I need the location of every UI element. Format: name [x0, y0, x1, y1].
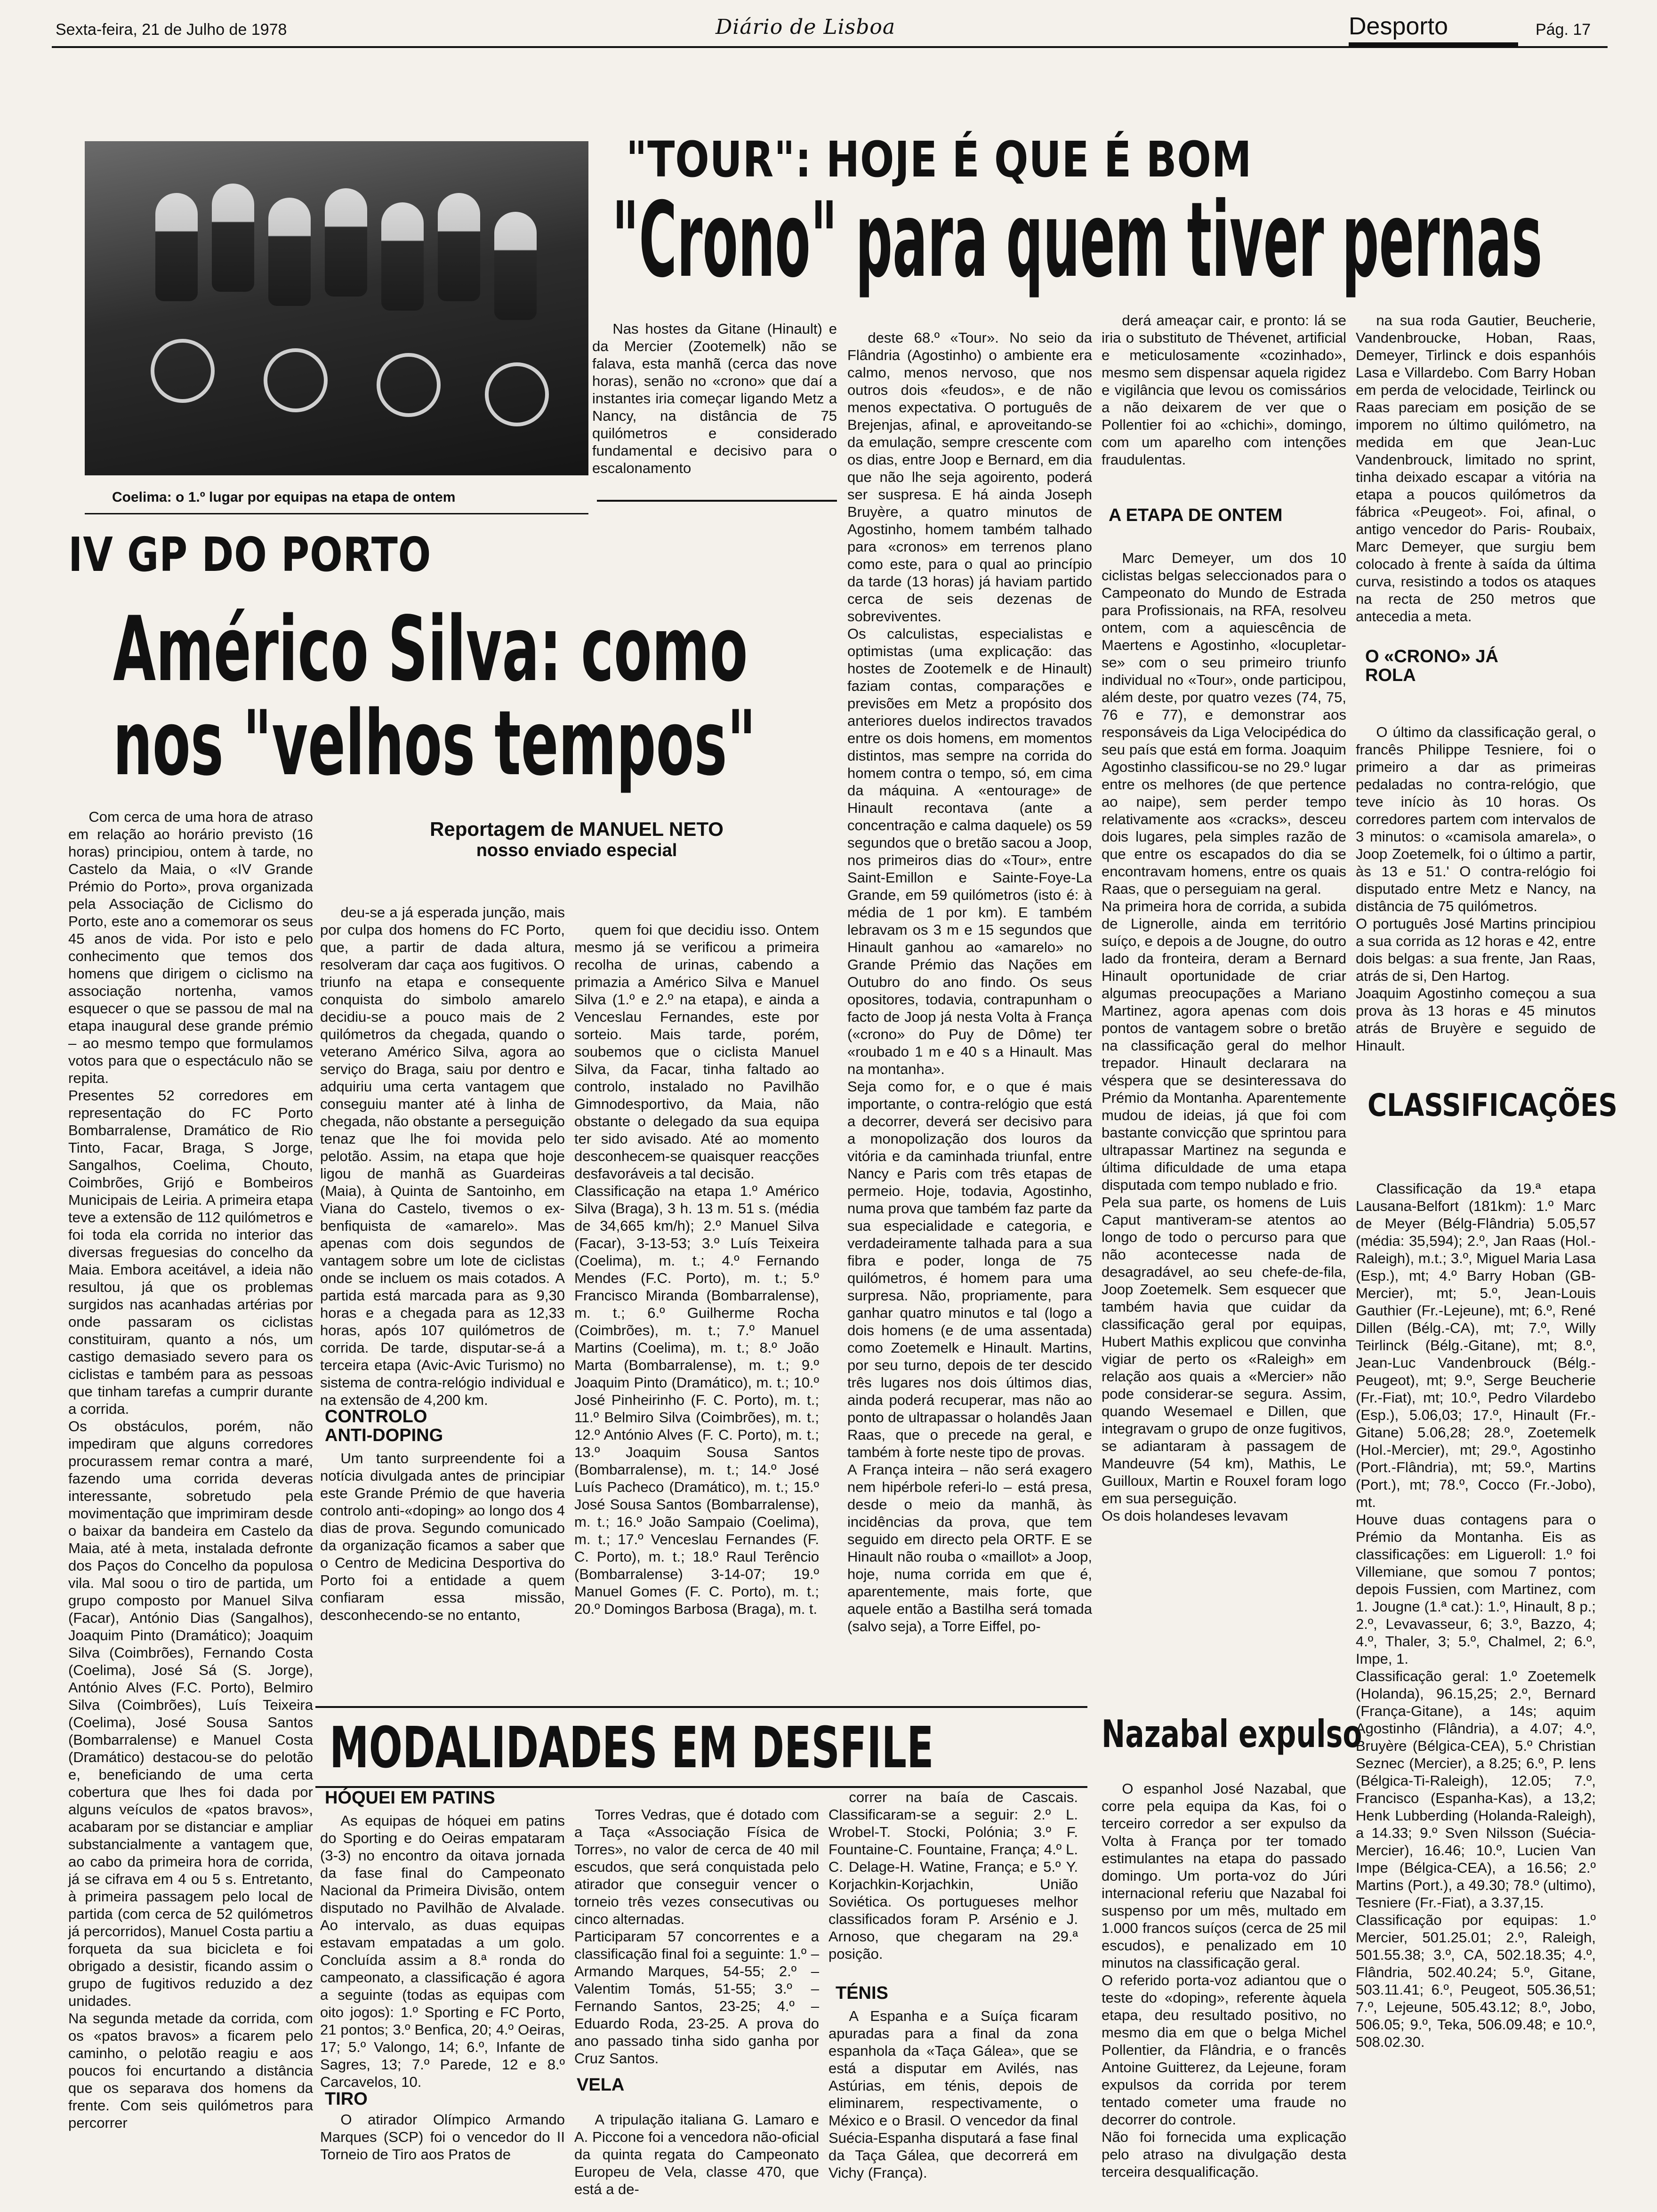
porto-byline-role: nosso enviado especial: [476, 841, 677, 860]
photo-caption: Coelima: o 1.º lugar por equipas na etapa de ontem: [112, 489, 456, 505]
tour-column-1: [592, 320, 837, 499]
modalidades-col3-text: correr na baía de Cascais. Classificaram-se a seguir: 2.º L. Wrobel-T. Stocki, Polónia; 3.º F. Fountaine-C. Fountaine, França; 4.º L. C. Delage-H. Watine, França; e 5.º Y. Korjachkin-Korjachkin, União Soviética. Os portugueses melhor classificados foram P. Arsénio e J. Arnoso, que chegaram na 29.ª posição.: [828, 1789, 1078, 1962]
classificacoes-column: [1356, 1162, 1596, 2184]
sub-hoquei-em-patins: HÓQUEI EM PATINS: [325, 1788, 495, 1808]
modalidades-banner: MODALIDADES EM DESFILE: [330, 1715, 934, 1781]
sub-tiro: TIRO: [325, 2089, 368, 2109]
tour-column-3: [1102, 312, 1346, 500]
porto-column-1: [68, 791, 313, 2131]
sub-crono-ja-rola: O «CRONO» JÁ ROLA: [1365, 647, 1498, 685]
section-underline: [1349, 42, 1518, 47]
header-section: Desporto: [1349, 13, 1448, 40]
modalidades-column-3b: [828, 2007, 1078, 2191]
masthead: Diário de Lisboa: [716, 15, 896, 39]
modalidades-column-1: [320, 1812, 565, 2090]
tour-headline: "Crono" para quem tiver pernas: [612, 180, 1543, 300]
tour-col1-rule: [597, 500, 837, 502]
porto-kicker: IV GP DO PORTO: [68, 527, 432, 582]
header-date: Sexta-feira, 21 de Julho de 1978: [56, 21, 287, 39]
tour-col1-text: Nas hostes da Gitane (Hinault) e da Mercier (Zootemelk) não se falava, esta manhã (cerca das nove horas), senão no «crono» que daí a instantes iria começar ligando Metz a Nancy, na distância de 75 quilómetros e considerado fundamental e decisivo para o escalonamento: [592, 321, 837, 476]
modalidades-column-1b: [320, 2111, 565, 2186]
modalidades-col1b-text: O atirador Olímpico Armando Marques (SCP) foi o vencedor do II Torneio de Tiro aos Pratos de: [320, 2111, 565, 2163]
porto-col3-text: quem foi que decidiu isso. Ontem mesmo já se verificou a primeira recolha de urinas, cabendo a primazia a Américo Silva e Manuel Silva (1.º e 2.º na etapa), e ainda a Venceslau Fernandes, este por sorteio. Mais tarde, porém, soubemos que o ciclista Manuel Silva, da Facar, tinha faltado ao controlo, instalado no Pavilhão Gimnodesportivo, da Maia, não obstante o delegado da sua equipa ter sido avisado. Até ao momento desconhecem-se quaisquer reacções desfavoráveis a tal decisão. Classificação na etapa 1.º Américo Silva (Braga), 3 h. 13 m. 51 s. (média de 34,665 km/h); 2.º Manuel Silva (Facar), 3-13-53; 3.º Luís Teixeira (Coelima), m. t.; 4.º Fernando Mendes (F.C. Porto), m. t.; 5.º Francisco Miranda (Bombarralense), m. t.; 6.º Guilherme Rocha (Coimbrões), m. t.; 7.º Manuel Martins (Coelima), m. t.; 8.º João Marta (Bombarralense), m. t.; 9.º Joaquim Pinto (Dramático), m. t.; 10.º José Pinheirinho (F. C. Porto), m. t.; 11.º Belmiro Silva (Coimbrões), m. t.; 12.º António Alves (F. C. Porto), m. t.; 13.º Joaquim Sousa Santos (Bombarralense), m. t.; 14.º José Luís Pacheco (Dramático), m. t.; 15.º José Sousa Santos (Bombarralense), m. t.; 16.º João Sampaio (Coelima), m. t.; 17.º Venceslau Fernandes (F. C. Porto), m. t.; 18.º Raul Terêncio (Bombarralense) 3-14-07; 19.º Manuel Gomes (F. C. Porto), m. t.; 20.º Domingos Barbosa (Braga), m. t.: [574, 922, 819, 1617]
tour-column-3b: [1102, 532, 1346, 1699]
modalidades-col1-text: As equipas de hóquei em patins do Sporting e do Oeiras empataram (3-3) no encontro da oitava jornada da fase final do Campeonato Nacional da Primeira Divisão, ontem disputado no Pavilhão de Alvalade. Ao intervalo, as duas equipas estavam empatadas a um golo. Concluída assim a 8.ª ronda do campeonato, a classificação é agora a seguinte (todas as equipas com oito jogos): 1.º Sporting e FC Porto, 21 pontos; 3.º Benfica, 20; 4.º Oeiras, 17; 5.º Valongo, 14; 6.º, Infante de Sagres, 13; 7.º Parede, 12 e 8.º Carcavelos, 10.: [320, 1812, 565, 2090]
modalidades-column-2b: [574, 2111, 819, 2197]
modalidades-column-2: [574, 1788, 819, 2076]
sub-vela: VELA: [577, 2075, 625, 2095]
tour-kicker: "TOUR": HOJE É QUE É BOM: [626, 131, 1252, 188]
classificacoes-text: Classificação da 19.ª etapa Lausana-Belfort (181km): 1.º Marc de Meyer (Bélg-Flândria) 5.05,57 (média: 35,594); 2.º, Jan Raas (Hol.-Raleigh), m.t.; 3.º, Miguel Maria Lasa (Esp.), mt; 4.º Barry Hoban (GB-Mercier), mt; 5.º, Jean-Louis Gauthier (Fr.-Lejeune), mt; 6.º, René Dillen (Bélg.-CA), mt; 7.º, Willy Teirlinck (Bélg.-Gitane), mt; 8.º, Jean-Luc Vandenbrouck (Bélg.-Peugeot), mt; 9.º, Serge Beucherie (Fr.-Fiat), mt; 10.º, Pedro Vilardebo (Esp.), 5.06,03; 17.º, Hinault (Fr.-Gitane) 5.06,28; 28.º, Zoetemelk (Hol.-Mercier), mt; 29.º, Agostinho (Port.-Flândria), mt; 59.º, Martins (Port.), mt; 78.º, Cocco (Fr.-Jobo), mt. Houve duas contagens para o Prémio da Montanha. Eis as classificações: em Ligueroll: 1.º foi Villemiane, que somou 7 pontos; depois Fussien, com Martinez, com 1. Jougne (1.ª cat.): 1.º, Hinault, 8 p.; 2.º, Levavasseur, 6; 3.º, Bazzo, 4; 4.º, Thaler, 3; 5.º, Chalmel, 2; 6.º, Impe, 1. Classificação geral: 1.º Zoetemelk (Holanda), 96.15,25; 2.º, Bernard (França-Gitane), a 14s; aquim Agostinho (Flândria), a 4.07; 4.º, Bruyère (Bélgica-CEA), 5.º Christian Seznec (Mercier), a 8.25; 6.º, P. lens (Bélgica-Ti-Raleigh), 12.05; 7.º, Francisco (Espanha-Kas), a 13,2; Henk Lubberding (Holanda-Raleigh), a 14.33; 9.º Sven Nilsson (Suécia-Mercier), 16.46; 10.º, Lucien Van Impe (Bélgica-CEA), a 16.56; 2.º Martins (Port.), a 49.30; 78.º (ultimo), Tesniere (Fr.-Fiat), a 3.37,15. Classificação por equipas: 1.º Mercier, 501.25.01; 2.º, Raleigh, 501.55.38; 3.º, CA, 502.18.35; 4.º, Flândria, 502.40.24; 5.º, Gitane, 503.11.41; 6.º, Peugeot, 505.36,51; 7.º, Lejeune, 505.43.12; 8.º, Jobo, 506.05; 9.º, Teka, 506.09.48; e 10.º, 508.02.30.: [1356, 1180, 1596, 2050]
classificacoes-title: CLASSIFICAÇÕES: [1367, 1087, 1617, 1123]
tour-col3-text: derá ameaçar cair, e pronto: lá se iria o substituto de Thévenet, artificial e meticulosamente «cozinhado», mesmo sem dispensar aquela rigidez e vigilância que levou os comissários a não deixarem de ver que o Pollentier foi ao «chichi», domingo, com um aparelho com intenções fraudulentas.: [1102, 312, 1346, 468]
sub-etapa-de-ontem: A ETAPA DE ONTEM: [1109, 505, 1283, 525]
porto-col2-text: deu-se a já esperada junção, mais por culpa dos homens do FC Porto, que, a partir de dada altura, resolveram dar caça aos fugitivos. O triunfo na etapa e consequente conquista do simbolo amarelo decidiu-se a pouco mais de 2 quilómetros da chegada, quando o veterano Américo Silva, agora ao serviço do Braga, saiu por dentro e adquiriu uma certa vantagem que conseguiu manter até à linha de chegada, não obstante a perseguição tenaz que lhe foi movida pelo pelotão. Assim, na etapa que hoje ligou de manhã as Guardeiras (Maia), à Quinta de Santoinho, em Viana do Castelo, tivemos o ex-benfiquista de «amarelo». Mas apenas com dois segundos de vantagem sobre um lote de ciclistas onde se incluem os mais cotados. A partida está marcada para as 9,30 horas e a chegada para as 12,33 horas, após 107 quilómetros de corrida. De tarde, disputar-se-á a terceira etapa (Avic-Avic Turismo) no sistema de contra-relógio individual e na extensão de 4,200 km.: [320, 904, 565, 1408]
nazabal-column: [1102, 1763, 1346, 2186]
nazabal-title: Nazabal expulso: [1102, 1712, 1362, 1756]
porto-column-3: [574, 904, 819, 1699]
team-photo: [85, 141, 588, 475]
porto-column-2: [320, 904, 565, 1408]
porto-byline-author: Reportagem de MANUEL NETO: [430, 818, 724, 840]
modalidades-col3b-text: A Espanha e a Suíça ficaram apuradas para a final da zona espanhola da «Taça Gálea», que se está a disputar em Avilés, nas Astúrias, em ténis, depois de eliminarem, respectivamente, o México e o Brasil. O vencedor da final Suécia-Espanha disputará a fase final da Taça Gálea, que decorrerá em Vichy (França).: [828, 2008, 1078, 2181]
porto-col2b-text: Um tanto surpreendente foi a notícia divulgada antes de principiar este Grande Prémio de que haveria controlo anti-«doping» ao longo dos 4 dias de prova. Segundo comunicado da organização ficamos a saber que o Centro de Medicina Desportiva do Porto foi a entidade a quem confiaram essa missão, desconhecendo-se no entanto,: [320, 1450, 565, 1623]
nazabal-text: O espanhol José Nazabal, que corre pela equipa da Kas, foi o terceiro corredor a ser expulso da Volta à França por ter tomado estimulantes na etapa do passado domingo. Um porta-voz do Júri internacional referiu que Nazabal foi suspenso por um mês, multado em 1.000 francos suíços (cerca de 25 mil escudos), e penalizado em 10 minutos na classificação geral. O referido porta-voz adiantou que o teste do «doping», referente àquela etapa, deu resultado positivo, no mesmo dia em que o belga Michel Pollentier, da Flândria, e o francês Antoine Guitterez, da Lejeune, foram expulsos da corrida por terem tentado cometer uma fraude no decorrer do controle. Não foi fornecida uma explicação pelo atraso na divulgação desta terceira desqualificação.: [1102, 1780, 1346, 2180]
porto-byline: [330, 818, 824, 861]
porto-headline-line2: nos "velhos tempos": [113, 691, 756, 795]
modalidades-column-3: [828, 1788, 1078, 1977]
photo-rule: [85, 513, 588, 514]
tour-col3b-text: Marc Demeyer, um dos 10 ciclistas belgas seleccionados para o Campeonato do Mundo de Estrada para Profissionais, na RFA, resolveu ontem, com a aquiescência de Maertens e Agostinho, «locupletar-se» com o seu primeiro triunfo individual no «Tour», onde participou, além deste, por quatro vezes (74, 75, 76 e 77), e demonstrar aos responsáveis da Liga Velocipédica do seu país que está em forma. Joaquim Agostinho classificou-se no 29.º lugar entre os melhores (de que pertence ao naipe), sem perder tempo relativamente aos «cracks», desceu dois lugares, pela simples razão de que entre os escapados do dia se encontravam homens, entre os quais Raas, que o perseguiam na geral. Na primeira hora de corrida, a subida de Lignerolle, ainda em território suíço, e depois a de Jougne, do outro lado da fronteira, deram a Bernard Hinault oportunidade de criar algumas preocupações a Mariano Martinez, agora apenas com dois pontos de vantagem sobre o bretão na classificação geral do melhor trepador. Hinault declarara na véspera que se desinteressava do Prémio da Montanha. Aparentemente mudou de ideias, já que foi com bastante convicção que sprintou para ultrapassar Martinez na segunda e última dificuldade de uma etapa disputada com tempo nublado e frio. Pela sua parte, os homens de Luis Caput mantiveram-se atentos ao longo de todo o percurso para que não acontecesse nada de desagradável, ao seu chefe-de-fila, Joop Zoetemelk. Sem esquecer que também havia que cuidar da classificação geral por equipas, Hubert Mathis explicou que convinha vigiar de perto os «Raleigh» em relação aos quais a «Mercier» não pode considerar-se segura. Assim, quando Wesemael e Dillen, que integravam o grupo de onze fugitivos, se adiantaram à passagem de Mandeuvre (54 km), Mathis, Le Guilloux, Martin e Rouxel foram logo em sua perseguição. Os dois holandeses levavam: [1102, 550, 1346, 1524]
porto-column-2b: [320, 1450, 565, 1699]
header-page-number: Pág. 17: [1536, 21, 1591, 39]
modalidades-top-rule: [315, 1706, 1087, 1708]
tour-col4b-text: O último da classificação geral, o francês Philippe Tesniere, foi o primeiro a dar as primeiras pedaladas no contra-relógio, que teve início às 10 horas. Os corredores partem com intervalos de 3 minutos: o «camisola amarela», o Joop Zoetemelk, foi o último a partir, às 13 e 51.' O contra-relógio foi disputado entre Metz e Nancy, na distância de 75 quilómetros. O português José Martins principiou a sua corrida as 12 horas e 42, entre dois belgas: a sua frente, Jan Raas, atrás de si, Den Hartog. Joaquim Agostinho começou a sua prova às 13 horas e 45 minutos atrás de Bruyère e seguido de Hinault.: [1356, 724, 1596, 1054]
tour-column-4b: [1356, 706, 1596, 1073]
modalidades-col2b-text: A tripulação italiana G. Lamaro e A. Piccone foi a vencedora não-oficial da quinta regata do Campeonato Europeu de Vela, classe 470, que está a de-: [574, 2111, 819, 2197]
tour-col2-text: deste 68.º «Tour». No seio da Flândria (Agostinho) o ambiente era calmo, menos nervoso, que nos outros dois «feudos», e de não menos expectativa. O português de Brejenjas, afinal, e aproveitando-se da emulação, sempre crescente com os dias, entre Joop e Bernard, em dia que não lhe seja agoirento, poderá ser suspresa. E há ainda Joseph Bruyère, a quatro minutos de Agostinho, homem também talhado para «cronos» em terrenos plano como este, para o qual ao princípio da tarde (13 horas) já haviam partido cerca de seis dezenas de sobreviventes. Os calculistas, especialistas e optimistas (uma explicação: das hostes de Zootemelk e de Hinault) faziam contas, comparações e previsões em Metz a propósito dos anteriores duelos indirectos travados entre os dois homens, em momentos distintos, mas sempre na corrida do homem contra o tempo, só, em cima da máquina. A «entourage» de Hinault recontava (ante a concentração e calma daquele) os 59 segundos que o bretão sacou a Joop, nos primeiros dias do «Tour», entre Saint-Emillon e Sainte-Foye-La Grande, em 59 quilómetros (isto é: à média de 1 por km). E também lebravam os 3 m e 15 segundos que Hinault ganhou ao «amarelo» no Grande Prémio das Nações em Outubro do ano findo. Os seus opositores, todavia, contrapunham o facto de Joop já nesta Volta à França («crono» do Puy de Dôme) ter «roubado 1 m e 40 s a Hinault. Mas na montanha». Seja como for, e o que é mais importante, o contra-relógio que está a decorrer, deverá ser decisivo para a monopolização dos louros da vitória e da caminhada triunfal, entre Nancy e Paris com três etapas de permeio. Hoje, todavia, Agostinho, numa prova que também faz parte da sua especialidade e categoria, e verdadeiramente talhada para a sua fibra e poder, longa de 75 quilómetros, é homem para uma surpresa. Não, propriamente, para ganhar quatro minutos e tal (logo a dois homens (e de uma assentada) como Zoetemelk e Hinault. Martins, por seu turno, depois de ter descido três lugares nos dois últimos dias, ainda poderá recuperar, mas não ao ponto de ultrapassar o holandês Jaan Raas, que o precede na geral, e também à forte neste tipo de provas. A França inteira – não será exagero nem hipérbole referi-lo – está presa, desde o meio da manhã, às incidências da prova, que tem seguido em directo pela ORTF. E se Hinault não rouba o «maillot» a Joop, hoje, numa corrida em que é, aparentemente, mais forte, que aquele então a Bastilha será tomada (salvo seja), a Torre Eiffel, po-: [847, 329, 1092, 1635]
sub-tenis: TÉNIS: [836, 1983, 888, 2003]
tour-column-2: [847, 312, 1092, 1695]
modalidades-col2-text: Torres Vedras, que é dotado com a Taça «Associação Física de Torres», no valor de cerca de 40 mil escudos, que será conquistada pelo atirador que conseguir vencer o torneio três vezes consecutivas ou cinco alternadas. Participaram 57 concorrentes e a classificação final foi a seguinte: 1.º – Armando Marques, 54-55; 2.º – Valentim Tomás, 51-55; 3.º – Fernando Santos, 23-25; 4.º – Eduardo Roda, 23-25. A prova do ano passado tinha sido ganha por Cruz Santos.: [574, 1806, 819, 2067]
porto-col1-text: Com cerca de uma hora de atraso em relação ao horário previsto (16 horas) principiou, ontem à tarde, no Castelo da Maia, o «IV Grande Prémio do Porto», prova organizada pela Associação de Ciclismo do Porto, este ano a comemorar os seus 45 anos de vida. Por isto e pelo conhecimento que temos dos homens que dirigem o ciclismo na associação nortenha, vamos esquecer o que se passou de mal na etapa inaugural dese grande prémio – ao mesmo tempo que formulamos votos para que o espectáculo não se repita. Presentes 52 corredores em representação do FC Porto Bombarralense, Dramático de Rio Tinto, Facar, Braga, S Jorge, Sangalhos, Coelima, Chouto, Coimbrões, Grijó e Bombeiros Municipais de Leiria. A primeira etapa teve a extensão de 112 quilómetros e foi toda ela corrida no interior das diversas freguesias do concelho da Maia. Embora aceitável, a ideia não resultou, já que os problemas surgidos nas acanhadas artérias por onde passaram os ciclistas constituiram, quanto a nós, um castigo demasiado severo para os ciclistas e também para as pessoas que tinham tarefas a cumprir durante a corrida. Os obstáculos, porém, não impediram que alguns corredores procurassem remar contra a maré, fazendo uma corrida deveras interessante, sobretudo pela movimentação que imprimiram desde o baixar da bandeira em Castelo da Maia, até à meta, instalada defronte dos Paços do Concelho da populosa vila. Mal soou o tiro de partida, um grupo composto por Manuel Silva (Facar), António Dias (Sangalhos), Joaquim Pinto (Dramático); Joaquim Silva (Coimbrões), Fernando Costa (Coelima), José Sá (S. Jorge), António Alves (F.C. Porto), Belmiro Silva (Coimbrões), Luís Teixeira (Coelima), José Sousa Santos (Bombarralense) e Manuel Costa (Dramático) destacou-se do pelotão e, beneficiando de uma certa cobertura que lhes foi dada por alguns veículos de «patos bravos», acabaram por se distanciar e ampliar substancialmente a vantagem que, ao cabo da primeira hora de corrida, já se cifrava em 4 ou 5 s. Entretanto, à primeira passagem pelo local de partida (com cerca de 52 quilómetros já percorridos), Manuel Costa partiu a forqueta da sua bicicleta e foi obrigado a desistir, ficando assim o grupo de fugitivos reduzido a dez unidades. Na segunda metade da corrida, com os «patos bravos» a ficarem pelo caminho, o pelotão reagiu e aos poucos foi encurtando a distância que os separava dos homens da frente. Com seis quilómetros para percorrer: [68, 809, 313, 2131]
tour-col4-text: na sua roda Gautier, Beucherie, Vandenbroucke, Hoban, Raas, Demeyer, Tirlinck e dois espanhóis Lasa e Villardebo. Com Barry Hoban em perda de velocidade, Teirlinck ou Raas pareciam em posição de se imporem no último quilómetro, na medida em que Jean-Luc Vandenbrouck, limitado no sprint, tinha deixado escapar a vitória na etapa a poucos quilómetros da fábrica «Peugeot». Foi, afinal, o antigo vencedor do Paris- Roubaix, Marc Demeyer, que surgiu bem colocado à frente à saída da última curva, resistindo a todos os ataques na recta de 250 metros que antecedia a meta.: [1356, 312, 1596, 625]
sub-controlo-anti-doping: CONTROLO ANTI-DOPING: [325, 1407, 443, 1445]
porto-headline-line1: Américo Silva: como: [113, 597, 748, 701]
tour-column-4: [1356, 312, 1596, 632]
